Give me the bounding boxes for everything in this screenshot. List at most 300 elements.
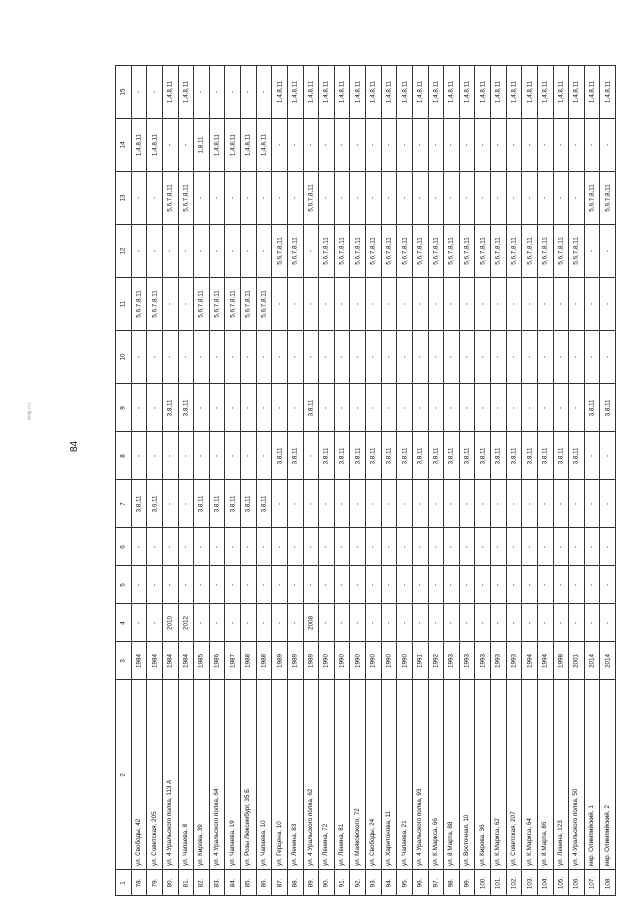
cell-value: - [135,355,143,359]
value-cell [209,331,225,384]
cell-value: 1,4,8,11 [401,80,409,104]
value-cell [475,172,491,225]
cell-value: - [479,196,487,200]
value-cell [412,604,428,642]
value-cell [194,66,210,119]
header-cell [116,384,132,432]
row-number: 95. [401,878,409,887]
cell-value: - [291,302,299,306]
address-text: мкр. Олимпийский, 1 [588,805,596,866]
value-cell [475,642,491,680]
value-cell [397,278,413,331]
value-cell [194,384,210,432]
value-cell [506,278,522,331]
cell-value: - [197,196,205,200]
header-cell [116,870,132,896]
value-cell [272,566,288,604]
row-number-cell [506,870,522,896]
value-cell [178,528,194,566]
value-cell [319,331,335,384]
cell-value: - [369,355,377,359]
value-cell [209,66,225,119]
cell-value: - [307,302,315,306]
address-text: ул. Чапаева, 19 [228,820,236,866]
cell-value: 3,8,11 [276,446,284,465]
address-cell [319,680,335,870]
header-cell [116,331,132,384]
value-cell [334,432,350,480]
value-cell [600,566,616,604]
value-cell [303,225,319,278]
cell-value: 5,6,7,8,11 [572,237,580,265]
margin-scribble: ᵐⁱᵈᵍ ᶜˡ ⁿ [28,402,34,420]
value-cell [131,172,147,225]
value-cell [522,278,538,331]
value-cell [303,480,319,528]
value-cell [506,331,522,384]
cell-value: - [541,621,549,624]
cell-value: 1990 [322,653,330,668]
value-cell [272,119,288,172]
row-number: 98. [447,878,455,887]
header-label: 10 [119,353,127,361]
value-cell [287,528,303,566]
value-cell [178,331,194,384]
value-cell [334,225,350,278]
address-cell [178,680,194,870]
value-cell [350,528,366,566]
value-cell [600,119,616,172]
cell-value: 1986 [213,653,221,668]
row-number: 96. [416,878,424,887]
field-row-3 [116,642,616,680]
cell-value: - [510,355,518,359]
value-cell [412,331,428,384]
value-cell [194,172,210,225]
value-cell [131,278,147,331]
cell-value: 5,6,7,8,11 [510,237,518,265]
value-cell [334,119,350,172]
value-cell [303,172,319,225]
value-cell [194,642,210,680]
address-cell [256,680,272,870]
value-cell [178,119,194,172]
row-number: 87. [276,878,284,887]
value-cell [131,225,147,278]
value-cell [553,384,569,432]
value-cell [537,642,553,680]
cell-value: - [604,621,612,624]
field-row-6 [116,528,616,566]
value-cell [241,384,257,432]
row-number-cell [366,870,382,896]
cell-value: 1,4,8,11 [432,80,440,104]
value-cell [412,119,428,172]
value-cell [381,278,397,331]
cell-value: - [260,90,268,94]
value-cell [366,604,382,642]
value-cell [553,642,569,680]
cell-value: 3,8,11 [322,446,330,465]
value-cell [412,432,428,480]
value-cell [444,528,460,566]
value-cell [319,119,335,172]
value-cell [131,642,147,680]
value-cell [459,66,475,119]
address-text: ул. Свободы, 24 [369,818,377,866]
cell-value: - [322,196,330,200]
cell-value: - [604,355,612,359]
cell-value: 1994 [526,653,534,668]
cell-value: 1989 [276,653,284,668]
value-cell [334,528,350,566]
cell-value: - [588,454,596,457]
value-cell [444,566,460,604]
value-cell [272,66,288,119]
value-cell [319,642,335,680]
cell-value: 3,8,11 [197,494,205,513]
cell-value: - [526,406,534,409]
value-cell [225,528,241,566]
value-cell [303,331,319,384]
value-cell [178,278,194,331]
cell-value: - [291,196,299,200]
value-cell [584,278,600,331]
value-cell [256,480,272,528]
cell-value: - [447,355,455,359]
value-cell [397,119,413,172]
cell-value: - [510,502,518,505]
cell-value: - [526,583,534,586]
value-cell [256,642,272,680]
value-cell [272,331,288,384]
address-cell [366,680,382,870]
value-cell [225,225,241,278]
value-cell [241,119,257,172]
cell-value: 3,8,11 [354,446,362,465]
value-cell [428,331,444,384]
row-number-cell [272,870,288,896]
value-cell [178,566,194,604]
value-cell [444,119,460,172]
row-number: 101. [494,876,502,889]
value-cell [131,528,147,566]
cell-value: 3,8,11 [416,446,424,465]
cell-value: 1993 [463,653,471,668]
value-cell [225,604,241,642]
cell-value: - [276,583,284,586]
cell-value: - [447,583,455,586]
row-number-cell [397,870,413,896]
cell-value: 1,4,8,11 [416,80,424,104]
cell-value: - [416,196,424,200]
value-cell [303,119,319,172]
value-cell [569,384,585,432]
cell-value: - [432,196,440,200]
value-cell [537,480,553,528]
value-cell [287,604,303,642]
address-text: ул. Ленина, 123 [556,820,564,866]
cell-value: 1,4,8,11 [541,80,549,104]
cell-value: - [166,302,174,306]
cell-value: 3,8,11 [401,446,409,465]
row-number: 86. [260,878,268,887]
cell-value: - [151,545,159,548]
cell-value: 5,6,7,8,11 [307,184,315,212]
cell-value: - [510,583,518,586]
cell-value: - [322,545,330,548]
cell-value: - [244,249,252,253]
cell-value: - [229,583,237,586]
value-cell [381,225,397,278]
cell-value: - [541,502,549,505]
header-cell [116,432,132,480]
cell-value: 1,4,8,11 [229,133,237,157]
address-text: ул. К.Маркса, 62 [494,818,502,866]
cell-value: 1,4,8,11 [463,80,471,104]
value-cell [553,432,569,480]
cell-value: 1987 [229,653,237,668]
field-row-8 [116,432,616,480]
cell-value: - [541,583,549,586]
address-text: ул. Герцена, 10 [275,821,283,866]
cell-value: 3,8,11 [166,398,174,417]
cell-value: - [197,454,205,457]
value-cell [381,119,397,172]
row-number: 78. [135,878,143,887]
cell-value: - [479,143,487,147]
value-cell [319,384,335,432]
cell-value: - [244,406,252,409]
value-cell [459,225,475,278]
cell-value: - [401,621,409,624]
cell-value: 5,6,7,8,11 [135,290,143,318]
value-cell [350,278,366,331]
field-row-4 [116,604,616,642]
cell-value: 1993 [510,653,518,668]
value-cell [428,119,444,172]
cell-value: - [182,454,190,457]
value-cell [178,384,194,432]
value-cell [225,642,241,680]
address-cell [537,680,553,870]
cell-value: - [510,545,518,548]
cell-value: 1989 [291,653,299,668]
header-label: 13 [119,194,127,202]
row-number-cell [600,870,616,896]
address-text: ул. Восточная, 10 [463,814,471,866]
value-cell [256,566,272,604]
cell-value: - [510,143,518,147]
value-cell [241,642,257,680]
cell-value: - [182,355,190,359]
cell-value: - [494,196,502,200]
header-cell [116,642,132,680]
row-number-cell [241,870,257,896]
value-cell [334,384,350,432]
cell-value: 1988 [260,653,268,668]
value-cell [131,480,147,528]
cell-value: - [244,355,252,359]
value-cell [287,278,303,331]
value-cell [537,604,553,642]
value-cell [459,528,475,566]
cell-value: 1,4,8,11 [588,80,596,104]
header-label: 5 [119,582,127,587]
value-cell [397,604,413,642]
value-cell [241,432,257,480]
cell-value: - [479,583,487,586]
cell-value: - [526,545,534,548]
cell-value: - [401,406,409,409]
cell-value: - [197,249,205,253]
field-row-5 [116,566,616,604]
cell-value: - [401,583,409,586]
cell-value: - [354,196,362,200]
value-cell [256,225,272,278]
cell-value: - [432,355,440,359]
cell-value: - [244,454,252,457]
value-cell [412,278,428,331]
address-cell [491,680,507,870]
value-cell [381,566,397,604]
value-cell [569,225,585,278]
value-cell [428,225,444,278]
value-cell [303,278,319,331]
value-cell [553,278,569,331]
value-cell [381,331,397,384]
address-cell [569,680,585,870]
cell-value: - [510,621,518,624]
cell-value: 1984 [182,653,190,668]
cell-value: - [385,583,393,586]
value-cell [491,528,507,566]
field-row-9 [116,384,616,432]
cell-value: - [322,621,330,624]
value-cell [178,172,194,225]
cell-value: 5,6,7,8,11 [541,237,549,265]
cell-value: - [447,143,455,147]
value-cell [444,642,460,680]
address-text: ул. Советская, 207 [509,811,517,866]
value-cell [459,384,475,432]
value-cell [209,566,225,604]
value-cell [600,432,616,480]
row-number-cell [131,870,147,896]
row-number-cell [147,870,163,896]
row-number: 88. [291,878,299,887]
cell-value: 5,6,7,8,11 [182,184,190,212]
cell-value: - [338,355,346,359]
cell-value: - [307,502,315,505]
value-cell [506,528,522,566]
address-cell [147,680,163,870]
cell-value: - [307,143,315,147]
cell-value: - [588,302,596,306]
row-number: 91. [338,878,346,887]
row-number-cell [178,870,194,896]
address-text: ул. 4 Уральского полка, 113 А [166,779,174,866]
cell-value: - [494,302,502,306]
value-cell [209,642,225,680]
value-cell [241,331,257,384]
value-cell [569,432,585,480]
cell-value: - [463,196,471,200]
value-cell [131,604,147,642]
address-text: ул. Кирова, 36 [478,824,486,866]
value-cell [537,528,553,566]
cell-value: - [151,406,159,409]
cell-value: - [401,143,409,147]
row-number-cell [553,870,569,896]
value-cell [147,119,163,172]
value-cell [209,278,225,331]
cell-value: - [604,454,612,457]
cell-value: - [182,545,190,548]
value-cell [256,604,272,642]
value-cell [459,172,475,225]
cell-value: 5,6,7,8,11 [463,237,471,265]
value-cell [319,432,335,480]
value-cell [397,172,413,225]
value-cell [584,331,600,384]
cell-value: - [322,502,330,505]
cell-value: - [401,502,409,505]
value-cell [584,480,600,528]
value-cell [225,480,241,528]
value-cell [256,432,272,480]
cell-value: - [541,196,549,200]
value-cell [287,331,303,384]
cell-value: - [541,302,549,306]
value-cell [569,66,585,119]
cell-value: - [338,545,346,548]
cell-value: 5,6,7,8,11 [588,184,596,212]
cell-value: - [463,302,471,306]
value-cell [397,384,413,432]
cell-value: 5,6,7,8,11 [354,237,362,265]
cell-value: - [182,502,190,505]
cell-value: 1,4,8,11 [572,80,580,104]
value-cell [522,331,538,384]
value-cell [506,480,522,528]
value-cell [491,384,507,432]
value-cell [334,172,350,225]
row-number: 84. [229,878,237,887]
address-cell [444,680,460,870]
cell-value: - [494,545,502,548]
value-cell [491,331,507,384]
value-cell [397,528,413,566]
value-cell [491,278,507,331]
cell-value: 5,6,7,8,11 [166,184,174,212]
cell-value: 3,8,11 [244,494,252,513]
cell-value: - [385,545,393,548]
address-cell [350,680,366,870]
value-cell [334,566,350,604]
value-cell [194,225,210,278]
cell-value: 1,4,8,11 [213,133,221,157]
cell-value: - [385,302,393,306]
cell-value: - [432,583,440,586]
value-cell [381,384,397,432]
value-cell [241,604,257,642]
cell-value: - [213,406,221,409]
cell-value: 1993 [494,653,502,668]
value-cell [397,642,413,680]
address-cell [241,680,257,870]
cell-value: - [291,545,299,548]
